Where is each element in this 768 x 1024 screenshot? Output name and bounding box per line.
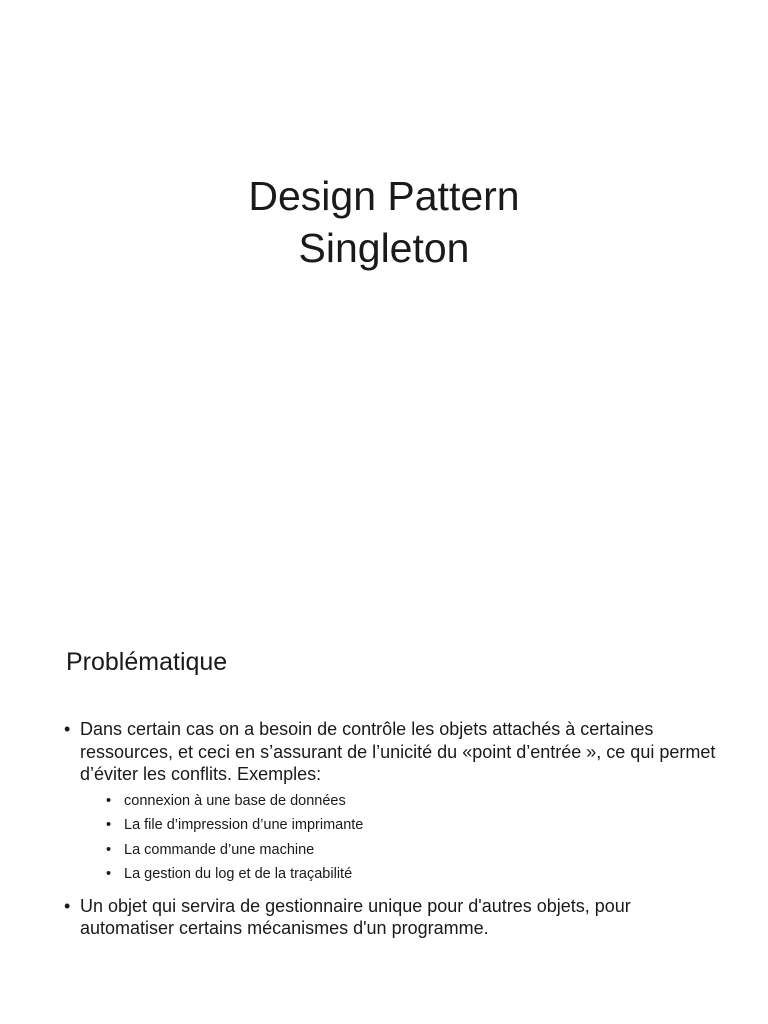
bullet-item: [64, 718, 724, 887]
bullet-dot-icon: •: [106, 792, 112, 809]
sub-bullet-item: [106, 838, 724, 863]
sub-bullet-item: [106, 789, 724, 814]
bullet-text: Dans certain cas on a besoin de contrôle les objets attachés à certaines ressources, et ceci en s’assurant de l’unicité du «point d’entrée », ce qui permet d’éviter les conflits. Exemples:: [80, 719, 716, 784]
bullet-dot-icon: •: [106, 866, 112, 882]
bullet-dot-icon: •: [64, 719, 71, 739]
title-line-1: Design Pattern: [248, 173, 520, 219]
section-heading: Problématique: [66, 648, 228, 676]
sub-bullet-item: [106, 862, 724, 887]
sub-bullet-text: La gestion du log et de la traçabilité: [124, 866, 353, 882]
content-slide: [0, 600, 768, 1024]
sub-bullet-text: La commande d’une machine: [124, 841, 315, 858]
bullet-dot-icon: •: [106, 841, 112, 858]
sub-bullet-item: [106, 813, 724, 838]
sub-bullet-text: La file d’impression d’une imprimante: [124, 817, 364, 833]
sub-bullet-list: [80, 789, 724, 887]
title-line-2: Singleton: [298, 225, 470, 271]
bullet-text: Un objet qui servira de gestionnaire unique pour d'autres objets, pour automatiser certains mécanismes d'un programme.: [80, 895, 631, 938]
bullet-item: [64, 895, 724, 940]
slide-title: [0, 170, 768, 274]
bullet-list: [64, 718, 724, 948]
bullet-dot-icon: •: [64, 895, 71, 916]
sub-bullet-text: connexion à une base de données: [124, 792, 346, 809]
bullet-dot-icon: •: [106, 817, 112, 833]
